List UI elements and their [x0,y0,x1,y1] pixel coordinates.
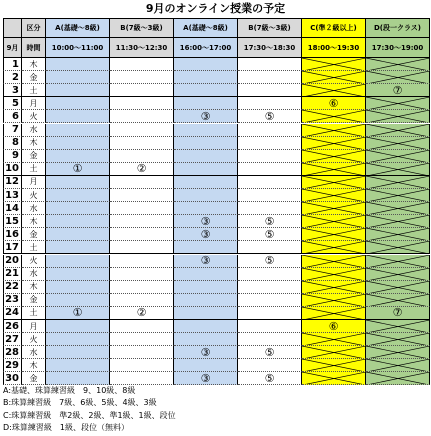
cross-out-mark [366,372,430,385]
cross-out-mark [302,58,366,71]
schedule-cell [46,124,110,137]
schedule-cell [46,215,110,228]
cross-out-mark [302,333,366,346]
day-number-cell: 30 [3,372,22,385]
schedule-cell [238,176,302,189]
schedule-cell [366,189,430,202]
schedule-cell [174,255,238,268]
weekday-cell: 水 [22,202,46,215]
cross-out-mark [302,110,366,123]
schedule-cell [174,320,238,333]
day-number-cell: 24 [3,307,22,320]
class-number-mark: ⑤ [264,346,275,359]
schedule-cell [302,58,366,71]
schedule-cell [46,294,110,307]
header-cell: 16:00～17:00 [174,38,238,58]
schedule-cell [110,58,174,71]
schedule-cell [302,268,366,281]
schedule-cell [46,333,110,346]
cross-out-mark [302,202,366,215]
schedule-cell [110,97,174,110]
class-number-mark: ③ [200,372,211,385]
schedule-cell [366,124,430,137]
schedule-cell [302,124,366,137]
cross-out-mark [366,228,430,241]
schedule-cell [174,176,238,189]
schedule-cell [366,215,430,228]
weekday-cell: 金 [22,71,46,84]
schedule-cell [366,97,430,110]
schedule-cell [174,84,238,97]
cross-out-mark [366,163,430,176]
schedule-cell [366,137,430,150]
schedule-cell [110,124,174,137]
class-number-mark: ② [136,162,147,176]
day-number-cell: 22 [3,281,22,294]
class-number-mark: ⑤ [264,372,275,385]
day-number-cell: 28 [3,346,22,359]
weekday-cell: 火 [22,255,46,268]
header-cell: D(段一クラス) [366,18,430,38]
schedule-cell [110,71,174,84]
cross-out-mark [302,294,366,307]
schedule-cell [110,372,174,385]
schedule-cell [366,150,430,163]
schedule-cell [238,84,302,97]
weekday-cell: 木 [22,215,46,228]
cross-out-mark [302,84,366,97]
cross-out-mark [302,176,366,189]
schedule-cell [174,333,238,346]
cross-out-mark [366,71,430,84]
cross-out-mark [366,281,430,294]
schedule-cell [302,346,366,359]
cross-out-mark [302,150,366,163]
legend [3,385,176,435]
schedule-cell [238,124,302,137]
schedule-cell [366,346,430,359]
schedule-cell [110,228,174,241]
header-cell: 10:00～11:00 [46,38,110,58]
schedule-cell [110,189,174,202]
schedule-cell [110,320,174,333]
header-cell: 9月 [3,38,22,58]
day-number-cell: 13 [3,189,22,202]
day-number-cell: 27 [3,333,22,346]
schedule-cell [46,58,110,71]
header-cell: 区分 [22,18,46,38]
cross-out-mark [366,202,430,215]
schedule-cell [238,163,302,176]
schedule-cell [174,150,238,163]
schedule-cell [46,372,110,385]
class-number-mark: ⑤ [264,228,275,241]
weekday-cell: 土 [22,307,46,320]
schedule-cell [174,110,238,123]
schedule-cell [302,97,366,110]
schedule-cell [302,84,366,97]
class-number-mark: ② [136,306,147,320]
schedule-cell [366,228,430,241]
cross-out-mark [366,176,430,189]
day-number-cell: 23 [3,294,22,307]
cross-out-mark [366,215,430,228]
schedule-cell [110,137,174,150]
schedule-cell [174,307,238,320]
schedule-cell [302,137,366,150]
schedule-cell [238,189,302,202]
schedule-cell [46,228,110,241]
schedule-cell [110,176,174,189]
schedule-cell [46,268,110,281]
cross-out-mark [302,241,366,254]
day-number-cell: 16 [3,228,22,241]
schedule-cell [174,97,238,110]
schedule-cell [110,359,174,372]
cross-out-mark [302,281,366,294]
schedule-cell [302,307,366,320]
weekday-cell: 水 [22,346,46,359]
cross-out-mark [302,228,366,241]
schedule-cell [174,58,238,71]
schedule-cell [174,241,238,254]
schedule-cell [238,294,302,307]
schedule-cell [46,359,110,372]
schedule-cell [238,372,302,385]
schedule-cell [366,84,430,97]
schedule-cell [366,241,430,254]
schedule-cell [238,97,302,110]
schedule-cell [366,163,430,176]
cross-out-mark [302,255,366,268]
cross-out-mark [302,359,366,372]
cross-out-mark [366,359,430,372]
schedule-cell [366,320,430,333]
schedule-cell [238,228,302,241]
day-number-cell: 10 [3,163,22,176]
day-number-cell: 8 [3,137,22,150]
class-number-mark: ③ [200,110,211,123]
schedule-cell [366,71,430,84]
schedule-cell [302,228,366,241]
schedule-cell [174,372,238,385]
cross-out-mark [366,294,430,307]
weekday-cell: 土 [22,163,46,176]
day-number-cell: 12 [3,176,22,189]
schedule-cell [174,163,238,176]
day-number-cell: 17 [3,241,22,254]
cross-out-mark [366,320,430,333]
header-cell: A(基礎～8級) [46,18,110,38]
schedule-cell [302,163,366,176]
weekday-cell: 月 [22,320,46,333]
schedule-cell [238,268,302,281]
schedule-cell [110,202,174,215]
header-cell: A(基礎～8級) [174,18,238,38]
day-number-cell: 26 [3,320,22,333]
schedule-cell [238,359,302,372]
schedule-cell [302,71,366,84]
cross-out-mark [302,137,366,150]
cross-out-mark [366,150,430,163]
schedule-cell [46,176,110,189]
weekday-cell: 木 [22,137,46,150]
schedule-cell [46,320,110,333]
class-number-mark: ⑤ [264,215,275,228]
weekday-cell: 木 [22,281,46,294]
schedule-cell [302,333,366,346]
schedule-cell [238,346,302,359]
schedule-cell [302,241,366,254]
header-cell: B(7級～3級) [110,18,174,38]
schedule-cell [174,71,238,84]
legend-a: A:基礎、珠算練習級 9、10級、8級 [3,386,136,395]
schedule-cell [302,110,366,123]
schedule-cell [302,189,366,202]
day-number-cell: 14 [3,202,22,215]
day-number-cell: 7 [3,124,22,137]
day-number-cell: 2 [3,71,22,84]
schedule-cell [238,150,302,163]
class-number-mark: ③ [200,254,211,268]
legend-b: B:珠算練習級 7級、6級、5級、4級、3級 [3,398,157,408]
schedule-cell [46,281,110,294]
weekday-cell: 月 [22,176,46,189]
schedule-cell [302,215,366,228]
schedule-cell [174,189,238,202]
schedule-cell [302,202,366,215]
cross-out-mark [366,255,430,268]
schedule-cell [366,268,430,281]
cross-out-mark [366,97,430,110]
day-number-cell: 6 [3,110,22,123]
schedule-cell [238,137,302,150]
class-number-mark: ③ [200,215,211,228]
schedule-cell [46,71,110,84]
cross-out-mark [366,268,430,281]
schedule-cell [174,215,238,228]
schedule-cell [110,150,174,163]
header-cell: 17:30～19:00 [366,38,430,58]
schedule-cell [366,359,430,372]
schedule-cell [174,202,238,215]
weekday-cell: 土 [22,241,46,254]
schedule-cell [302,372,366,385]
weekday-cell: 木 [22,58,46,71]
day-number-cell: 1 [3,58,22,71]
schedule-cell [46,255,110,268]
header-cell: 時間 [22,38,46,58]
schedule-cell [366,333,430,346]
schedule-cell [110,84,174,97]
schedule-cell [238,110,302,123]
schedule-cell [238,320,302,333]
class-number-mark: ⑦ [392,306,403,320]
schedule-cell [366,58,430,71]
class-number-mark: ① [72,162,83,176]
class-number-mark: ⑤ [264,110,275,123]
schedule-cell [110,163,174,176]
weekday-cell: 月 [22,97,46,110]
schedule-cell [238,71,302,84]
cross-out-mark [302,215,366,228]
day-number-cell: 15 [3,215,22,228]
cross-out-mark [366,189,430,202]
schedule-cell [302,320,366,333]
schedule-cell [46,97,110,110]
cross-out-mark [366,333,430,346]
cross-out-mark [366,58,430,71]
schedule-cell [46,307,110,320]
cross-out-mark [302,372,366,385]
weekday-cell: 土 [22,84,46,97]
schedule-cell [238,202,302,215]
class-number-mark: ⑦ [392,84,403,97]
schedule-cell [302,150,366,163]
day-number-cell: 9 [3,150,22,163]
schedule-cell [110,333,174,346]
header-cell [3,18,22,38]
schedule-cell [46,163,110,176]
schedule-cell [302,294,366,307]
schedule-cell [174,124,238,137]
schedule-cell [46,84,110,97]
header-cell: C(準２級以上) [302,18,366,38]
weekday-cell: 金 [22,150,46,163]
schedule-cell [238,58,302,71]
cross-out-mark [366,124,430,137]
class-number-mark: ③ [200,228,211,241]
class-number-mark: ③ [200,346,211,359]
schedule-cell [46,346,110,359]
header-cell: 17:30～18:30 [238,38,302,58]
day-number-cell: 21 [3,268,22,281]
header-cell: 11:30～12:30 [110,38,174,58]
schedule-cell [174,268,238,281]
page-title: 9月のオンライン授業の予定 [145,2,286,15]
weekday-cell: 水 [22,268,46,281]
cross-out-mark [302,124,366,137]
schedule-cell [110,255,174,268]
cross-out-mark [366,137,430,150]
schedule-cell [174,294,238,307]
schedule-cell [238,255,302,268]
schedule-cell [366,176,430,189]
cross-out-mark [366,110,430,123]
day-number-cell: 3 [3,84,22,97]
class-number-mark: ① [72,306,83,320]
schedule-cell [238,333,302,346]
weekday-cell: 金 [22,294,46,307]
schedule-cell [366,202,430,215]
cross-out-mark [302,189,366,202]
weekday-cell: 火 [22,333,46,346]
schedule-cell [46,241,110,254]
schedule-cell [110,241,174,254]
schedule-cell [238,307,302,320]
class-number-mark: ⑥ [328,97,339,110]
cross-out-mark [302,307,366,320]
weekday-cell: 金 [22,372,46,385]
schedule-cell [110,281,174,294]
day-number-cell: 29 [3,359,22,372]
class-number-mark: ⑤ [264,254,275,268]
schedule-cell [46,202,110,215]
schedule-cell [174,346,238,359]
schedule-cell [238,281,302,294]
schedule-cell [110,110,174,123]
schedule-cell [302,176,366,189]
schedule-cell [110,307,174,320]
schedule-cell [174,281,238,294]
legend-c: C:珠算練習級 準2級、2級、準1級、1級、段位 [3,410,176,420]
cross-out-mark [302,268,366,281]
schedule-cell [366,281,430,294]
schedule-cell [302,359,366,372]
schedule-cell [302,281,366,294]
schedule-cell [174,228,238,241]
schedule-cell [366,372,430,385]
schedule-cell [238,215,302,228]
schedule-cell [366,307,430,320]
cross-out-mark [366,241,430,254]
cross-out-mark [302,346,366,359]
schedule-cell [238,241,302,254]
schedule-cell [174,137,238,150]
day-number-cell: 5 [3,97,22,110]
legend-d: D:珠算練習級 1級、段位（無料） [3,423,129,433]
header-cell: 18:00～19:30 [302,38,366,58]
header-cell: B(7級～3級) [238,18,302,38]
schedule-cell [110,268,174,281]
class-number-mark: ⑥ [328,320,339,333]
weekday-cell: 火 [22,110,46,123]
schedule-cell [46,137,110,150]
schedule-cell [46,110,110,123]
schedule-cell [366,294,430,307]
schedule-cell [46,150,110,163]
schedule-cell [110,346,174,359]
cross-out-mark [302,163,366,176]
cross-out-mark [366,346,430,359]
weekday-cell: 火 [22,189,46,202]
schedule-cell [46,189,110,202]
day-number-cell: 20 [3,255,22,268]
weekday-cell: 水 [22,124,46,137]
schedule-cell [110,215,174,228]
schedule-cell [174,359,238,372]
schedule-cell [366,110,430,123]
schedule-cell [366,255,430,268]
cross-out-mark [302,71,366,84]
weekday-cell: 金 [22,228,46,241]
schedule-cell [302,255,366,268]
weekday-cell: 木 [22,359,46,372]
schedule-cell [110,294,174,307]
